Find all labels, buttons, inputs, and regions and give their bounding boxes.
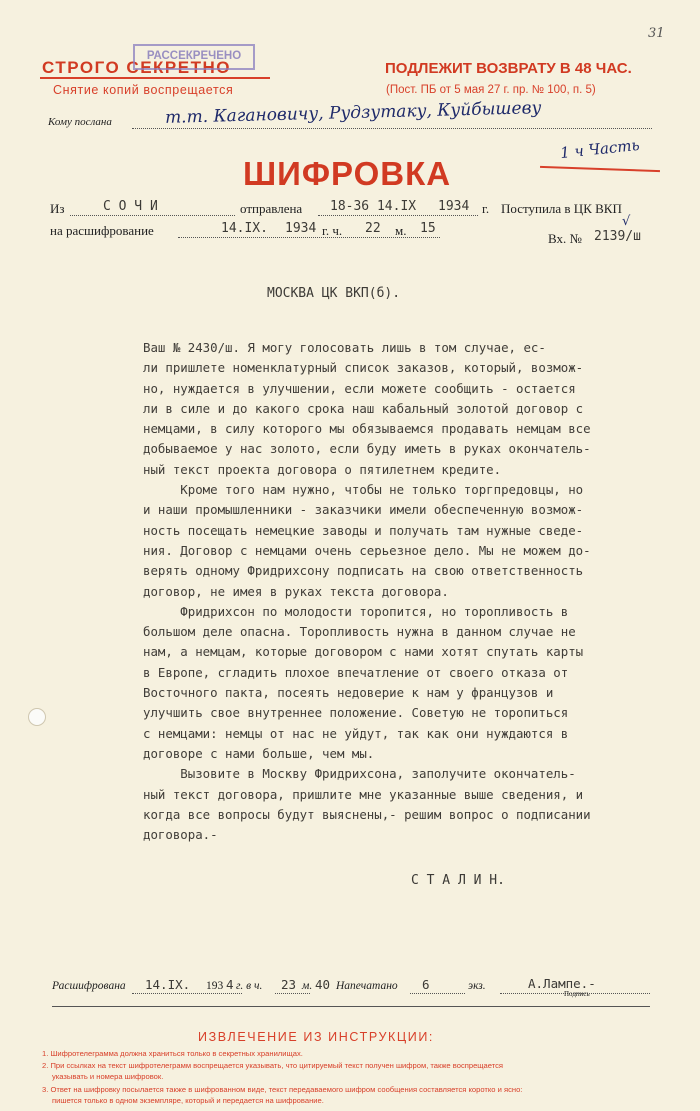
copies-line xyxy=(410,993,465,994)
decrypted-date-line xyxy=(132,993,242,994)
body-line: ный текст договора, пришлите мне указанные выше сведения, и xyxy=(143,786,584,802)
sent-year-suffix: г. xyxy=(482,201,490,216)
body-line: договор, не имея в руках текста договора. xyxy=(143,583,449,599)
body-line: улучшить свое внутреннее положение. Советую не торопиться xyxy=(143,705,569,721)
body-line: верять одному Фридрихсону подписать на свою ответственность xyxy=(143,563,584,579)
red-pencil-underline xyxy=(540,166,660,172)
sent-line xyxy=(318,215,478,216)
body-line: в Европе, сгладить плохое впечатление от своего отказа от xyxy=(143,664,569,680)
decrypted-minute-label: м. xyxy=(302,980,313,992)
body-line: ния. Договор с немцами очень серьезное дело. Мы не можем до- xyxy=(143,542,591,558)
decrypted-label: Расшифрована xyxy=(52,980,126,992)
instruction-item: указывать и номера шифровок. xyxy=(52,1072,164,1081)
sent-to-label: Кому послана xyxy=(48,116,112,128)
body-line: Ваш № 2430/ш. Я могу голосовать лишь в том случае, ес- xyxy=(143,340,546,355)
body-line: Фридрихсон по молодости торопится, но торопливость в xyxy=(143,603,569,619)
check-mark-icon: √ xyxy=(622,214,631,229)
body-line: немцами, в силу которого мы обязываемся продавать немцам все xyxy=(143,421,591,437)
document-title: ШИФРОВКА xyxy=(243,155,452,192)
sent-value: 18-36 14.IX xyxy=(330,199,417,214)
instructions-title: ИЗВЛЕЧЕНИЕ ИЗ ИНСТРУКЦИИ: xyxy=(198,1030,435,1044)
printed-label: Напечатано xyxy=(336,980,398,992)
hour-line xyxy=(275,993,310,994)
decrypted-date: 14.IX. xyxy=(145,977,191,992)
decrypt-hour: 22 xyxy=(365,221,381,236)
body-line: ный текст проекта договора о пятилетнем кредите. xyxy=(143,461,502,477)
body-line: договора.- xyxy=(143,827,218,843)
from-label: Из xyxy=(50,201,65,216)
decrypt-date: 14.IX. xyxy=(221,221,268,236)
signer: А.Лампе.- xyxy=(528,976,596,991)
return-reference: (Пост. ПБ от 5 мая 27 г. пр. № 100, п. 5) xyxy=(386,84,596,96)
body-line: нам, а немцам, которые договором с нами хотят спутать карты xyxy=(143,644,584,660)
from-value: С О Ч И xyxy=(103,199,158,214)
return-notice: ПОДЛЕЖИТ ВОЗВРАТУ В 48 ЧАС. xyxy=(385,60,632,77)
decrypt-label: на расшифрование xyxy=(50,223,154,238)
decrypted-year-digit: 4 xyxy=(226,977,234,992)
body-line: но, нуждается в улучшении, если можете сообщить - остается xyxy=(143,380,576,396)
received-label: Поступила в ЦК ВКП xyxy=(501,201,622,216)
page-number-mark: 31 xyxy=(648,26,665,41)
declassified-stamp: РАССЕКРЕЧЕНО xyxy=(133,44,255,70)
body-line: и наши промышленники - заказчики имели обеспеченную возмож- xyxy=(143,502,584,518)
sent-label: отправлена xyxy=(240,201,303,216)
body-line: Восточного пакта, посеять недоверие к нам у французов и xyxy=(143,685,554,701)
body-line: добываемое у нас золото, если буду иметь в руках окончатель- xyxy=(143,441,591,457)
body-line: ли пришлете номенклатурный список заказов, который, возмож- xyxy=(143,360,584,376)
decrypted-hour-label: г. в ч. xyxy=(236,980,263,992)
instruction-item: 1. Шифротелеграмма должна храниться только в секретных хранилищах. xyxy=(42,1049,303,1058)
body-line: ность посещать немецкие заводы и получать там нужные сведе- xyxy=(143,522,584,538)
body-line: договоре с нами больше, чем мы. xyxy=(143,745,375,761)
classification-label: СТРОГО СЕКРЕТНО xyxy=(42,58,231,77)
decrypt-year-hour-label: г. ч. xyxy=(322,223,343,238)
instruction-item: пишется только в одном экземпляре, который и передается на шифрование. xyxy=(52,1096,324,1105)
sent-to-handwritten-note: 1 ч Часть xyxy=(559,135,641,163)
sent-year: 1934 xyxy=(438,199,470,214)
incoming-number: 2139/ш xyxy=(594,229,641,244)
punch-hole xyxy=(28,708,46,726)
body-line: с немцами: немцы от нас не уйдут, так как они нуждаются в xyxy=(143,725,569,741)
copies-count: 6 xyxy=(422,977,430,992)
body-line: когда все вопросы будут выяснены,- решим вопрос о подписании xyxy=(143,806,591,822)
decrypt-minute: 15 xyxy=(420,221,436,236)
sent-to-handwritten: т.т. Кагановичу, Рудзутаку, Куйбышеву xyxy=(164,98,542,128)
body-line: ли в силе и до какого срока наш кабальный золотой договор с xyxy=(143,400,584,416)
sent-to-line xyxy=(132,128,652,129)
no-copies-note: Снятие копий воспрещается xyxy=(53,83,234,97)
body-line: Вызовите в Москву Фридрихсона, заполучите окончатель- xyxy=(143,766,576,782)
classification-underline xyxy=(40,77,270,79)
addressee: МОСКВА ЦК ВКП(б). xyxy=(267,286,401,301)
footer-divider xyxy=(52,1006,650,1007)
incoming-label: Вх. № xyxy=(548,231,582,246)
decrypted-year-prefix: 193 xyxy=(206,980,224,992)
instruction-item: 3. Ответ на шифровку посылается также в шифрованном виде, текст передаваемого шифром сообщения составляется коротко и ясно: xyxy=(42,1085,523,1094)
body-line: большом деле опасна. Торопливость нужна в данном случае не xyxy=(143,624,576,640)
signature-caption: Подпись xyxy=(564,990,590,998)
from-line xyxy=(70,215,235,216)
decrypted-minute: 40 xyxy=(315,977,331,992)
copies-label: экз. xyxy=(468,980,486,992)
instruction-item: 2. При ссылках на текст шифротелеграмм воспрещается указывать, что цитируемый текст получен шифром, также воспрещается xyxy=(42,1061,504,1070)
decrypted-hour: 23 xyxy=(281,977,297,992)
message-body xyxy=(143,338,688,845)
decrypt-minute-label: м. xyxy=(395,223,407,238)
decrypt-year: 1934 xyxy=(285,221,317,236)
body-line: Кроме того нам нужно, чтобы не только торгпредовцы, но xyxy=(143,482,584,498)
signature: С Т А Л И Н. xyxy=(411,873,505,888)
